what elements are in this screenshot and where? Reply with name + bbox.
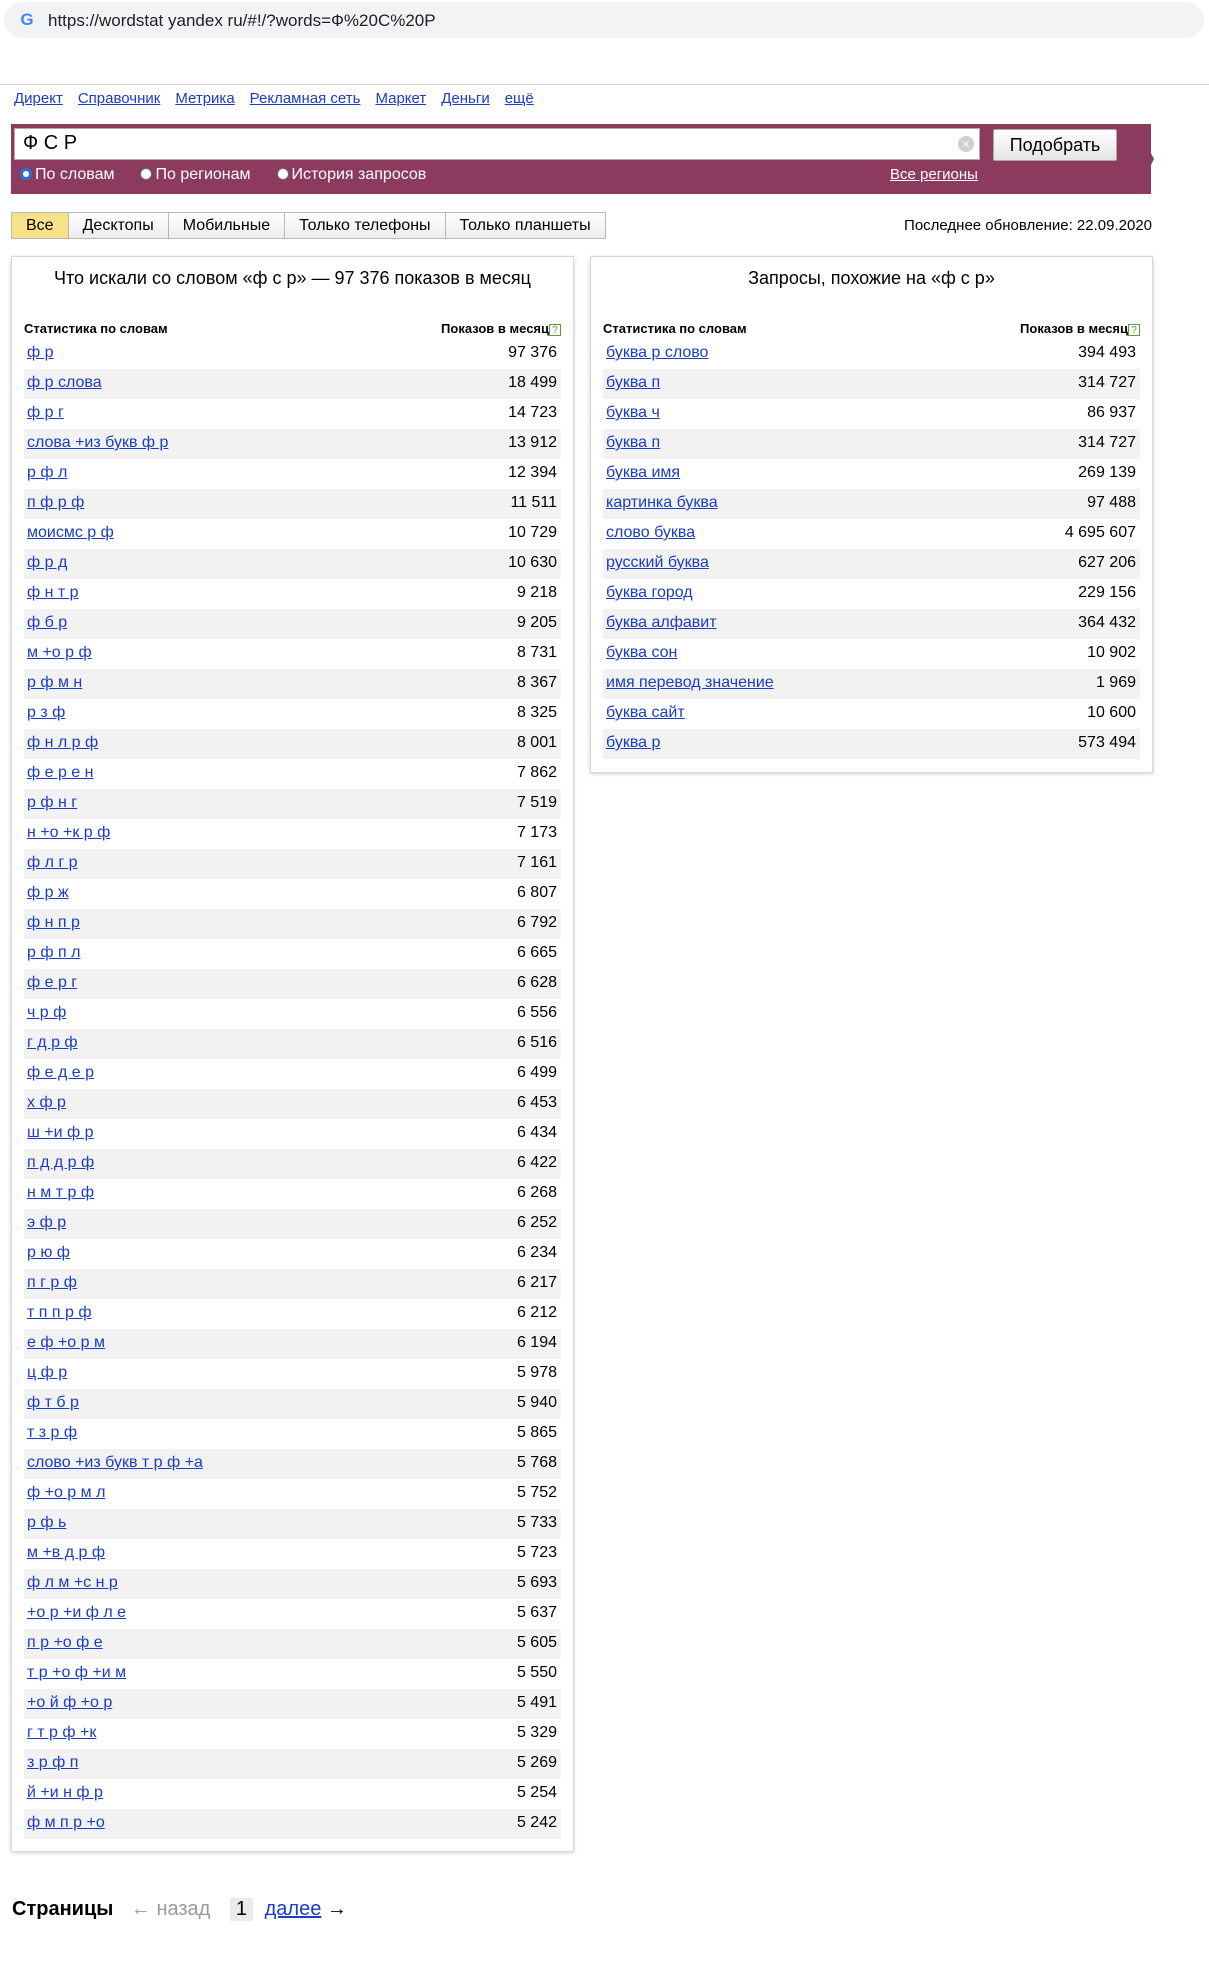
table-row <box>24 1719 561 1749</box>
impressions-count: 5 269 <box>516 1754 557 1771</box>
table-row <box>24 489 561 519</box>
last-update: Последнее обновление: 22.09.2020 <box>904 217 1152 234</box>
impressions-count: 5 491 <box>516 1694 557 1711</box>
query-link[interactable]: буква ч <box>606 404 660 421</box>
device-tabs <box>11 212 606 239</box>
table-row <box>603 699 1140 729</box>
impressions-count: 6 194 <box>516 1334 557 1351</box>
table-row <box>24 1449 561 1479</box>
right-rows <box>603 339 1140 759</box>
query-link[interactable]: буква п <box>606 374 661 391</box>
radio-option[interactable] <box>277 166 427 184</box>
radio-label: По регионам <box>155 166 251 183</box>
table-row <box>24 669 561 699</box>
pick-button[interactable]: Подобрать <box>993 129 1117 161</box>
impressions-count: 10 630 <box>508 554 557 571</box>
impressions-count: 5 723 <box>516 1544 557 1561</box>
current-page: 1 <box>230 1898 253 1921</box>
search-input[interactable]: Ф С Р <box>14 128 980 160</box>
impressions-count: 364 432 <box>1078 614 1136 631</box>
query-link[interactable]: ф н т р <box>27 584 79 601</box>
query-link[interactable]: имя перевод значение <box>606 674 774 691</box>
query-link[interactable]: слова +из букв ф р <box>27 434 169 451</box>
impressions-count: 5 733 <box>516 1514 557 1531</box>
query-link[interactable]: ц ф р <box>27 1364 68 1381</box>
table-row <box>24 339 561 369</box>
impressions-count: 14 723 <box>508 404 557 421</box>
nav-link[interactable]: Директ <box>14 90 63 107</box>
query-link[interactable]: буква р слово <box>606 344 709 361</box>
table-row <box>24 789 561 819</box>
table-row <box>24 1239 561 1269</box>
table-row <box>24 1689 561 1719</box>
query-link[interactable]: буква город <box>606 584 693 601</box>
col-count-label: Показов в месяц ? <box>1020 321 1140 336</box>
device-tab[interactable]: Все <box>12 213 69 238</box>
table-row <box>24 1419 561 1449</box>
query-link[interactable]: й +и н ф р <box>27 1784 103 1801</box>
query-link[interactable]: буква алфавит <box>606 614 717 631</box>
query-link[interactable]: буква сайт <box>606 704 685 721</box>
help-icon[interactable]: ? <box>549 324 561 336</box>
table-row <box>603 369 1140 399</box>
query-link[interactable]: ф р д <box>27 554 68 571</box>
table-row <box>24 1209 561 1239</box>
impressions-count: 6 217 <box>516 1274 557 1291</box>
table-row <box>24 729 561 759</box>
nav-link[interactable]: Метрика <box>175 90 235 107</box>
table-row <box>24 1539 561 1569</box>
table-row <box>24 1569 561 1599</box>
impressions-count: 573 494 <box>1078 734 1136 751</box>
impressions-count: 6 212 <box>516 1304 557 1321</box>
table-row <box>24 1359 561 1389</box>
query-link[interactable]: п р +о ф е <box>27 1634 103 1651</box>
table-row <box>24 1299 561 1329</box>
table-row <box>24 639 561 669</box>
query-link[interactable]: ф е р е н <box>27 764 94 781</box>
radio-option[interactable] <box>20 166 114 184</box>
table-row <box>24 879 561 909</box>
query-link[interactable]: ф н л р ф <box>27 734 99 751</box>
table-row <box>603 399 1140 429</box>
impressions-count: 269 139 <box>1078 464 1136 481</box>
prev-page: ← назад <box>130 1898 211 1920</box>
impressions-count: 6 807 <box>516 884 557 901</box>
radio-label: История запросов <box>291 166 427 183</box>
browser-toolbar <box>0 0 1209 85</box>
query-link[interactable]: слово +из букв т р ф +а <box>27 1454 203 1471</box>
impressions-count: 10 729 <box>508 524 557 541</box>
impressions-count: 314 727 <box>1078 434 1136 451</box>
table-row <box>24 819 561 849</box>
table-row <box>24 909 561 939</box>
query-link[interactable]: з р ф п <box>27 1754 79 1771</box>
radio-label: По словам <box>35 166 115 183</box>
all-regions-link[interactable]: Все регионы <box>890 166 978 183</box>
query-link[interactable]: г д р ф <box>27 1034 78 1051</box>
query-link[interactable]: т п п р ф <box>27 1304 92 1321</box>
query-link[interactable]: н +о +к р ф <box>27 824 111 841</box>
query-link[interactable]: т р +о ф +и м <box>27 1664 127 1681</box>
address-text[interactable]: https://wordstat yandex ru/#!/?words=Ф%20С%20Р <box>48 11 436 30</box>
nav-link[interactable]: Маркет <box>375 90 427 107</box>
impressions-count: 1 969 <box>1095 674 1136 691</box>
query-link[interactable]: +о й ф +о р <box>27 1694 113 1711</box>
impressions-count: 5 752 <box>516 1484 557 1501</box>
impressions-count: 6 792 <box>516 914 557 931</box>
right-column-header <box>603 321 1140 337</box>
table-row <box>24 1119 561 1149</box>
query-link[interactable]: р ф н г <box>27 794 78 811</box>
impressions-count: 229 156 <box>1078 584 1136 601</box>
query-link[interactable]: ф л г р <box>27 854 78 871</box>
col-words-label: Статистика по словам <box>603 321 747 336</box>
table-row <box>24 1629 561 1659</box>
next-page-link[interactable]: далее <box>264 1898 322 1920</box>
query-link[interactable]: буква сон <box>606 644 678 661</box>
table-row <box>603 609 1140 639</box>
query-link[interactable]: ф м п р +о <box>27 1814 105 1831</box>
impressions-count: 10 600 <box>1087 704 1136 721</box>
impressions-count: 6 268 <box>516 1184 557 1201</box>
impressions-count: 8 731 <box>516 644 557 661</box>
query-link[interactable]: ф б р <box>27 614 68 631</box>
query-link[interactable]: ф т б р <box>27 1394 79 1411</box>
query-link[interactable]: картинка буква <box>606 494 718 511</box>
query-link[interactable]: п д д р ф <box>27 1154 95 1171</box>
query-link[interactable]: ч р ф <box>27 1004 67 1021</box>
query-link[interactable]: т з р ф <box>27 1424 78 1441</box>
query-link[interactable]: ф р <box>27 344 54 361</box>
impressions-count: 9 218 <box>516 584 557 601</box>
device-tab[interactable]: Десктопы <box>69 213 169 238</box>
table-row <box>603 549 1140 579</box>
table-row <box>24 1659 561 1689</box>
address-bar[interactable] <box>4 2 1204 38</box>
radio-option[interactable] <box>140 166 250 184</box>
table-row <box>24 1509 561 1539</box>
query-link[interactable]: е ф +о р м <box>27 1334 105 1351</box>
table-row <box>24 459 561 489</box>
impressions-count: 6 234 <box>516 1244 557 1261</box>
radio-button-icon[interactable] <box>277 168 289 180</box>
table-row <box>24 1029 561 1059</box>
impressions-count: 8 325 <box>516 704 557 721</box>
query-link[interactable]: м +о р ф <box>27 644 92 661</box>
table-row <box>603 519 1140 549</box>
impressions-count: 8 367 <box>516 674 557 691</box>
table-row <box>24 969 561 999</box>
query-link[interactable]: р ф ь <box>27 1514 67 1531</box>
impressions-count: 5 768 <box>516 1454 557 1471</box>
impressions-count: 9 205 <box>516 614 557 631</box>
table-row <box>24 759 561 789</box>
impressions-count: 6 516 <box>516 1034 557 1051</box>
query-link[interactable]: ф р г <box>27 404 64 421</box>
query-link[interactable]: ф л м +с н р <box>27 1574 118 1591</box>
impressions-count: 7 173 <box>516 824 557 841</box>
impressions-count: 627 206 <box>1078 554 1136 571</box>
nav-link[interactable]: Рекламная сеть <box>249 90 361 107</box>
table-row <box>603 669 1140 699</box>
nav-link[interactable]: Справочник <box>77 90 161 107</box>
impressions-count: 5 242 <box>516 1814 557 1831</box>
query-link[interactable]: буква р <box>606 734 661 751</box>
left-column-header <box>24 321 561 337</box>
table-row <box>24 1089 561 1119</box>
impressions-count: 394 493 <box>1078 344 1136 361</box>
col-words-label: Статистика по словам <box>24 321 168 336</box>
impressions-count: 10 902 <box>1087 644 1136 661</box>
next-arrow-icon[interactable]: → <box>326 1898 347 1920</box>
table-row <box>24 699 561 729</box>
impressions-count: 6 434 <box>516 1124 557 1141</box>
device-tab[interactable]: Только планшеты <box>446 213 605 238</box>
query-link[interactable]: х ф р <box>27 1094 66 1111</box>
impressions-count: 5 637 <box>516 1604 557 1621</box>
table-row <box>24 369 561 399</box>
table-row <box>603 489 1140 519</box>
impressions-count: 6 453 <box>516 1094 557 1111</box>
impressions-count: 13 912 <box>508 434 557 451</box>
table-row <box>24 1329 561 1359</box>
table-row <box>24 1059 561 1089</box>
impressions-count: 6 499 <box>516 1064 557 1081</box>
query-link[interactable]: +о р +и ф л е <box>27 1604 127 1621</box>
pagination <box>12 1898 347 1921</box>
query-link[interactable]: ф н п р <box>27 914 80 931</box>
left-rows <box>24 339 561 1839</box>
query-link[interactable]: ф р слова <box>27 374 102 391</box>
query-link[interactable]: п ф р ф <box>27 494 85 511</box>
query-link[interactable]: р ф п л <box>27 944 81 961</box>
band-arrow <box>1136 124 1154 194</box>
table-row <box>24 429 561 459</box>
right-panel <box>590 256 1153 773</box>
impressions-count: 12 394 <box>508 464 557 481</box>
impressions-count: 5 940 <box>516 1394 557 1411</box>
device-tab[interactable]: Только телефоны <box>285 213 445 238</box>
query-link[interactable]: г т р ф +к <box>27 1724 97 1741</box>
table-row <box>24 939 561 969</box>
table-row <box>24 519 561 549</box>
impressions-count: 6 422 <box>516 1154 557 1171</box>
query-link[interactable]: п г р ф <box>27 1274 77 1291</box>
query-link[interactable]: р ю ф <box>27 1244 70 1261</box>
table-row <box>24 1599 561 1629</box>
table-row <box>603 639 1140 669</box>
impressions-count: 5 605 <box>516 1634 557 1651</box>
impressions-count: 5 865 <box>516 1424 557 1441</box>
impressions-count: 314 727 <box>1078 374 1136 391</box>
impressions-count: 6 665 <box>516 944 557 961</box>
radio-button-icon[interactable] <box>140 168 152 180</box>
impressions-count: 4 695 607 <box>1064 524 1136 541</box>
table-row <box>24 1809 561 1839</box>
impressions-count: 97 488 <box>1087 494 1136 511</box>
table-row <box>603 729 1140 759</box>
query-link[interactable]: м +в д р ф <box>27 1544 106 1561</box>
nav-link[interactable]: ещё <box>504 90 534 107</box>
table-row <box>603 339 1140 369</box>
left-panel <box>11 256 574 1852</box>
impressions-count: 5 978 <box>516 1364 557 1381</box>
impressions-count: 86 937 <box>1087 404 1136 421</box>
query-link[interactable]: буква п <box>606 434 661 451</box>
impressions-count: 6 556 <box>516 1004 557 1021</box>
table-row <box>24 579 561 609</box>
table-row <box>24 1779 561 1809</box>
table-row <box>24 1749 561 1779</box>
table-row <box>24 1269 561 1299</box>
table-row <box>24 609 561 639</box>
impressions-count: 5 254 <box>516 1784 557 1801</box>
clear-icon[interactable]: × <box>958 136 974 152</box>
query-link[interactable]: р ф л <box>27 464 68 481</box>
impressions-count: 6 252 <box>516 1214 557 1231</box>
table-row <box>603 579 1140 609</box>
impressions-count: 5 693 <box>516 1574 557 1591</box>
query-link[interactable]: ф е д е р <box>27 1064 94 1081</box>
impressions-count: 11 511 <box>510 494 557 511</box>
radio-button-icon[interactable] <box>20 168 32 180</box>
query-link[interactable]: р ф м н <box>27 674 83 691</box>
table-row <box>24 999 561 1029</box>
query-link[interactable]: н м т р ф <box>27 1184 95 1201</box>
table-row <box>603 429 1140 459</box>
impressions-count: 5 550 <box>516 1664 557 1681</box>
top-nav <box>14 90 549 110</box>
col-count-label: Показов в месяц ? <box>441 321 561 336</box>
query-link[interactable]: слово буква <box>606 524 696 541</box>
impressions-count: 18 499 <box>508 374 557 391</box>
impressions-count: 8 001 <box>516 734 557 751</box>
query-link[interactable]: ф р ж <box>27 884 69 901</box>
query-link[interactable]: ш +и ф р <box>27 1124 94 1141</box>
query-link[interactable]: ф +о р м л <box>27 1484 106 1501</box>
query-link[interactable]: ф е р г <box>27 974 78 991</box>
table-row <box>603 459 1140 489</box>
nav-link[interactable]: Деньги <box>441 90 490 107</box>
table-row <box>24 1389 561 1419</box>
search-mode-radios <box>20 166 452 184</box>
impressions-count: 7 161 <box>516 854 557 871</box>
impressions-count: 97 376 <box>508 344 557 361</box>
help-icon[interactable]: ? <box>1128 324 1140 336</box>
query-link[interactable]: э ф р <box>27 1214 67 1231</box>
left-panel-title: Что искали со словом «ф с р» — 97 376 показов в месяц <box>54 268 531 288</box>
impressions-count: 6 628 <box>516 974 557 991</box>
impressions-count: 7 862 <box>516 764 557 781</box>
table-row <box>24 1179 561 1209</box>
table-row <box>24 399 561 429</box>
query-link[interactable]: буква имя <box>606 464 681 481</box>
table-row <box>24 549 561 579</box>
impressions-count: 7 519 <box>516 794 557 811</box>
impressions-count: 5 329 <box>516 1724 557 1741</box>
device-tab[interactable]: Мобильные <box>169 213 285 238</box>
table-row <box>24 849 561 879</box>
google-icon: G <box>20 10 34 29</box>
table-row <box>24 1149 561 1179</box>
right-panel-title: Запросы, похожие на «ф с р» <box>748 268 995 288</box>
query-link[interactable]: русский буква <box>606 554 709 571</box>
table-row <box>24 1479 561 1509</box>
query-link[interactable]: р з ф <box>27 704 66 721</box>
query-link[interactable]: моисмс р ф <box>27 524 114 541</box>
pages-label: Страницы <box>12 1898 114 1920</box>
